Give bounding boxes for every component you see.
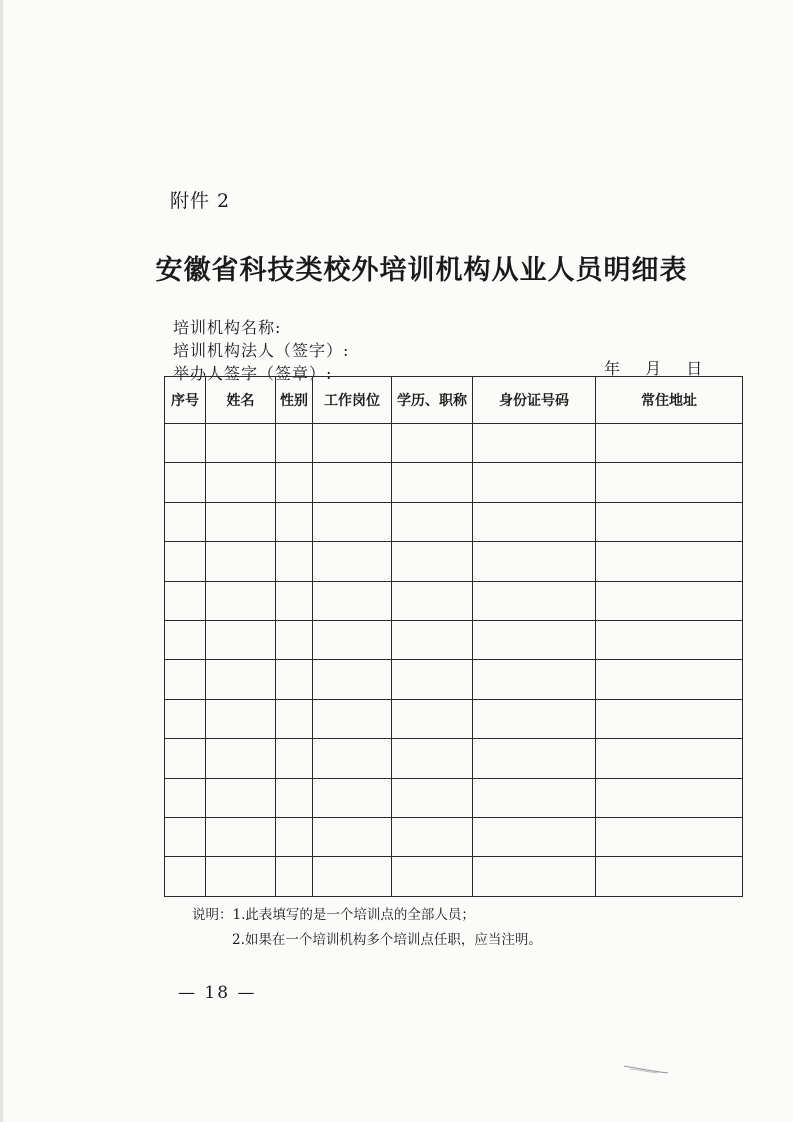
table-row xyxy=(165,463,743,502)
table-cell xyxy=(392,542,473,581)
header-address: 常住地址 xyxy=(596,377,743,424)
table-cell xyxy=(392,699,473,738)
sponsor-signature-label: 举办人签字（签章）: xyxy=(173,364,333,383)
table-cell xyxy=(392,502,473,541)
table-cell xyxy=(206,424,276,463)
table-cell xyxy=(313,818,392,857)
table-cell xyxy=(392,778,473,817)
table-cell xyxy=(596,739,743,778)
table-cell xyxy=(313,542,392,581)
table-cell xyxy=(473,424,596,463)
date-day-label: 日 xyxy=(686,359,703,378)
table-cell xyxy=(473,542,596,581)
table-row xyxy=(165,699,743,738)
table-cell xyxy=(473,660,596,699)
table-cell xyxy=(165,660,206,699)
table-cell xyxy=(206,857,276,897)
table-cell xyxy=(313,581,392,620)
table-cell xyxy=(392,581,473,620)
table-cell xyxy=(596,463,743,502)
table-cell xyxy=(165,581,206,620)
table-cell xyxy=(165,739,206,778)
table-cell xyxy=(165,857,206,897)
table-cell xyxy=(165,502,206,541)
header-id-number: 身份证号码 xyxy=(473,377,596,424)
institution-name-label: 培训机构名称: xyxy=(173,318,282,337)
table-cell xyxy=(165,463,206,502)
table-cell xyxy=(596,818,743,857)
table-cell xyxy=(276,621,313,660)
table-cell xyxy=(596,621,743,660)
table-cell xyxy=(596,857,743,897)
table-cell xyxy=(313,424,392,463)
table-cell xyxy=(276,660,313,699)
table-cell xyxy=(206,818,276,857)
table-cell xyxy=(276,502,313,541)
table-cell xyxy=(473,621,596,660)
date-month-label: 月 xyxy=(645,359,662,378)
table-cell xyxy=(165,621,206,660)
table-row xyxy=(165,660,743,699)
table-cell xyxy=(392,739,473,778)
table-cell xyxy=(276,463,313,502)
table-cell xyxy=(206,502,276,541)
table-cell xyxy=(313,739,392,778)
table-row xyxy=(165,857,743,897)
table-cell xyxy=(165,778,206,817)
table-cell xyxy=(473,699,596,738)
table-cell xyxy=(473,778,596,817)
date-year-label: 年 xyxy=(604,359,621,378)
table-row xyxy=(165,739,743,778)
table-cell xyxy=(596,699,743,738)
staff-detail-table xyxy=(164,376,743,897)
table-cell xyxy=(392,424,473,463)
table-cell xyxy=(276,818,313,857)
table-cell xyxy=(276,581,313,620)
scan-smudge-mark xyxy=(622,1062,672,1076)
table-cell xyxy=(276,857,313,897)
note-line-2: 2.如果在一个培训机构多个培训点任职，应当注明。 xyxy=(232,932,542,948)
header-position: 工作岗位 xyxy=(313,377,392,424)
table-cell xyxy=(165,542,206,581)
table-cell xyxy=(392,621,473,660)
table-cell xyxy=(596,660,743,699)
table-cell xyxy=(165,424,206,463)
table-cell xyxy=(473,818,596,857)
table-cell xyxy=(206,581,276,620)
header-serial-number: 序号 xyxy=(165,377,206,424)
table-row xyxy=(165,818,743,857)
table-cell xyxy=(165,818,206,857)
table-row xyxy=(165,542,743,581)
table-cell xyxy=(206,739,276,778)
table-row xyxy=(165,778,743,817)
table-cell xyxy=(313,778,392,817)
document-title: 安徽省科技类校外培训机构从业人员明细表 xyxy=(155,255,688,286)
table-cell xyxy=(596,542,743,581)
table-cell xyxy=(313,857,392,897)
table-row xyxy=(165,502,743,541)
table-cell xyxy=(596,502,743,541)
table-cell xyxy=(276,542,313,581)
table-cell xyxy=(313,660,392,699)
table-cell xyxy=(313,699,392,738)
table-body xyxy=(165,424,743,897)
table-row xyxy=(165,581,743,620)
table-cell xyxy=(206,621,276,660)
table-cell xyxy=(392,660,473,699)
note-line-1: 说明：1.此表填写的是一个培训点的全部人员； xyxy=(192,907,475,923)
table-cell xyxy=(206,778,276,817)
table-cell xyxy=(276,739,313,778)
table-cell xyxy=(276,699,313,738)
table-cell xyxy=(473,857,596,897)
table-cell xyxy=(473,463,596,502)
attachment-label: 附件 2 xyxy=(170,190,231,212)
table-cell xyxy=(473,581,596,620)
table-cell xyxy=(473,502,596,541)
table-cell xyxy=(313,463,392,502)
header-gender: 性别 xyxy=(276,377,313,424)
table-cell xyxy=(276,778,313,817)
page-number: — 18 — xyxy=(178,983,257,1003)
header-name: 姓名 xyxy=(206,377,276,424)
table-row xyxy=(165,621,743,660)
table-cell xyxy=(206,542,276,581)
table-cell xyxy=(473,739,596,778)
table-cell xyxy=(596,778,743,817)
table-cell xyxy=(596,581,743,620)
table-header-row xyxy=(165,377,743,424)
table-cell xyxy=(276,424,313,463)
table-cell xyxy=(392,818,473,857)
legal-person-signature-label: 培训机构法人（签字）: xyxy=(173,341,350,360)
table-row xyxy=(165,424,743,463)
table-cell xyxy=(206,660,276,699)
table-cell xyxy=(596,424,743,463)
table-cell xyxy=(392,463,473,502)
table-cell xyxy=(165,699,206,738)
table-cell xyxy=(206,463,276,502)
notes xyxy=(192,903,542,953)
table-cell xyxy=(206,699,276,738)
header-education-title: 学历、职称 xyxy=(392,377,473,424)
table-cell xyxy=(313,621,392,660)
table-cell xyxy=(392,857,473,897)
table-cell xyxy=(313,502,392,541)
